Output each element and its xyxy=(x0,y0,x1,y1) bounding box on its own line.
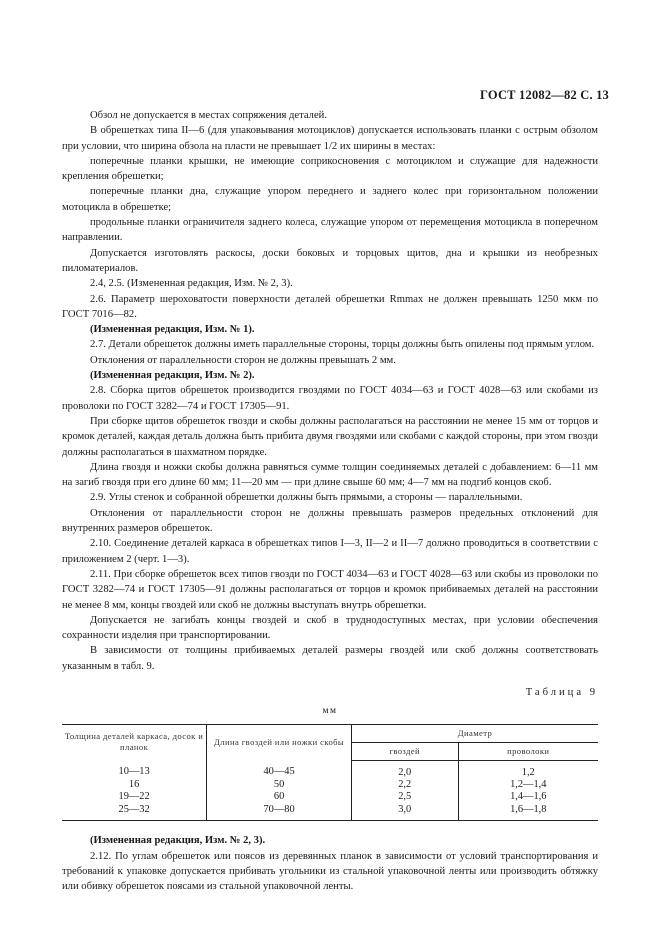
paragraph: Обзол не допускается в местах сопряжения деталей. xyxy=(90,110,327,121)
table-cell: 25—32 xyxy=(62,804,207,821)
table-row xyxy=(62,804,598,821)
nail-size-table xyxy=(62,724,598,822)
table-cell: 50 xyxy=(207,779,352,791)
table-cell: 2,0 xyxy=(351,760,458,779)
amendment-note: (Измененная редакция, Изм. № 2). xyxy=(90,370,255,382)
table-cell: 1,2—1,4 xyxy=(458,779,598,791)
paragraph: поперечные планки крышки, не имеющие соприкосновения с мотоциклом и служащие для надежности крепления обрешетки; xyxy=(62,155,598,183)
paragraph: В зависимости от толщины прибиваемых деталей размеры гвоздей или скоб должны соответствовать указанным в табл. 9. xyxy=(62,645,598,672)
paragraph: Длина гвоздя и ножки скобы должна равняться сумме толщин соединяемых деталей с добавлением: 6—11 мм на загиб гвоздя при его длине 60 мм; 11—20 мм — при длине свыше 60 мм; 4—7 мм на подгиб концов скоб. xyxy=(62,461,598,489)
table-row xyxy=(62,779,598,791)
table-cell: 16 xyxy=(128,778,140,790)
paragraphs-bottom xyxy=(62,833,598,894)
paragraph: продольные планки ограничителя заднего колеса, служащие упором от перемещения мотоцикла в поперечном направлении. xyxy=(62,217,598,244)
header-thickness: Толщина деталей каркаса, досок и планок xyxy=(62,724,207,760)
paragraph: При сборке щитов обрешеток гвозди и скобы должны располагаться на расстоянии не менее 15 мм от торцов и кромок деталей, каждая деталь должна быть прибита двумя гвоздями или скобами с каждой стороны, при этом гвозди должны располагаться в шахматном порядке. xyxy=(62,415,598,458)
paragraph: 2.12. По углам обрешеток или поясов из деревянных планок в зависимости от условий транспортирования и требований к упаковке допускается прибивать угольники из стальной упаковочной ленты или производить обтяжку или обивку обрешеток поясами из стальной упаковочной ленты. xyxy=(62,850,598,893)
header-nail-length: Длина гвоздей или ножки скобы xyxy=(207,724,352,760)
document-body xyxy=(62,108,598,894)
table-cell: 3,0 xyxy=(351,804,458,821)
paragraph: 2.10. Соединение деталей каркаса в обрешетках типов I—3, II—2 и II—7 должно проводиться в соответствии с приложением 2 (черт. 1—3). xyxy=(62,538,598,565)
amendment-note: (Измененная редакция, Изм. № 1). xyxy=(90,324,255,336)
header-wire-diameter: проволоки xyxy=(458,742,598,760)
paragraph: 2.7. Детали обрешеток должны иметь параллельные стороны, торцы должны быть опилены под прямым углом. xyxy=(90,339,595,351)
table-cell: 1,4—1,6 xyxy=(458,791,598,803)
table-cell: 19—22 xyxy=(118,791,150,803)
paragraph: Отклонения от параллельности сторон не должны превышать размеров предельных отклонений для внутренних размеров обрешеток. xyxy=(62,507,598,535)
table-row xyxy=(62,791,598,803)
paragraph: 2.11. При сборке обрешеток всех типов гвозди по ГОСТ 4034—63 и ГОСТ 4028—63 или скобы из проволоки по ГОСТ 3282—74 и ГОСТ 17305—91 должны располагаться от торцов и кромок прибиваемых деталей на расстоянии не менее 8 мм, концы гвоздей или скоб не должны выступать внутрь обрешетки. xyxy=(62,568,598,611)
table-cell: 1,2 xyxy=(458,760,598,779)
amendment-note: (Измененная редакция, Изм. № 2, 3). xyxy=(90,835,266,847)
paragraph: поперечные планки дна, служащие упором переднего и заднего колес при горизонтальном положении мотоцикла в обрешетке; xyxy=(62,186,598,213)
paragraph: 2.6. Параметр шероховатости поверхности деталей обрешетки Rmmax не должен превышать 1250 мкм по ГОСТ 7016—82. xyxy=(62,293,598,320)
table-cell: 60 xyxy=(207,791,352,803)
table-cell: 70—80 xyxy=(207,804,352,821)
paragraph: Допускается изготовлять раскосы, доски боковых и торцовых щитов, дна и крышки из необрезных пиломатериалов. xyxy=(62,247,598,274)
header-diameter: Диаметр xyxy=(351,724,598,742)
paragraph: В обрешетках типа II—6 (для упаковывания мотоциклов) допускается использовать планки с острым обзолом при условии, что ширина обзола на пласти не превышает 1/2 их ширины в местах: xyxy=(62,125,598,152)
page-header: ГОСТ 12082—82 С. 13 xyxy=(480,88,609,102)
header-nail-diameter: гвоздей xyxy=(351,742,458,760)
paragraph: 2.8. Сборка щитов обрешеток производится гвоздями по ГОСТ 4034—63 и ГОСТ 4028—63 или скобами из проволоки по ГОСТ 3282—74 и ГОСТ 17305—91. xyxy=(62,385,598,412)
paragraphs-top xyxy=(62,108,598,674)
table-caption: Таблица 9 xyxy=(525,686,598,698)
table-cell: 40—45 xyxy=(207,760,352,779)
paragraph: 2.4, 2.5. (Измененная редакция, Изм. № 2, 3). xyxy=(90,278,293,290)
paragraph: 2.9. Углы стенок и собранной обрешетки должны быть прямыми, а стороны — параллельными. xyxy=(90,492,523,504)
table-cell: 2,5 xyxy=(351,791,458,803)
paragraph: Отклонения от параллельности сторон не должны превышать 2 мм. xyxy=(90,354,396,366)
table-cell: 2,2 xyxy=(351,779,458,791)
table-unit: мм xyxy=(322,706,338,717)
table-cell: 10—13 xyxy=(118,766,150,778)
table-row xyxy=(62,760,598,779)
table-cell: 1,6—1,8 xyxy=(458,804,598,821)
paragraph: Допускается не загибать концы гвоздей и скоб в труднодоступных местах, при условии обеспечения сохранности изделия при транспортировании. xyxy=(62,614,598,642)
